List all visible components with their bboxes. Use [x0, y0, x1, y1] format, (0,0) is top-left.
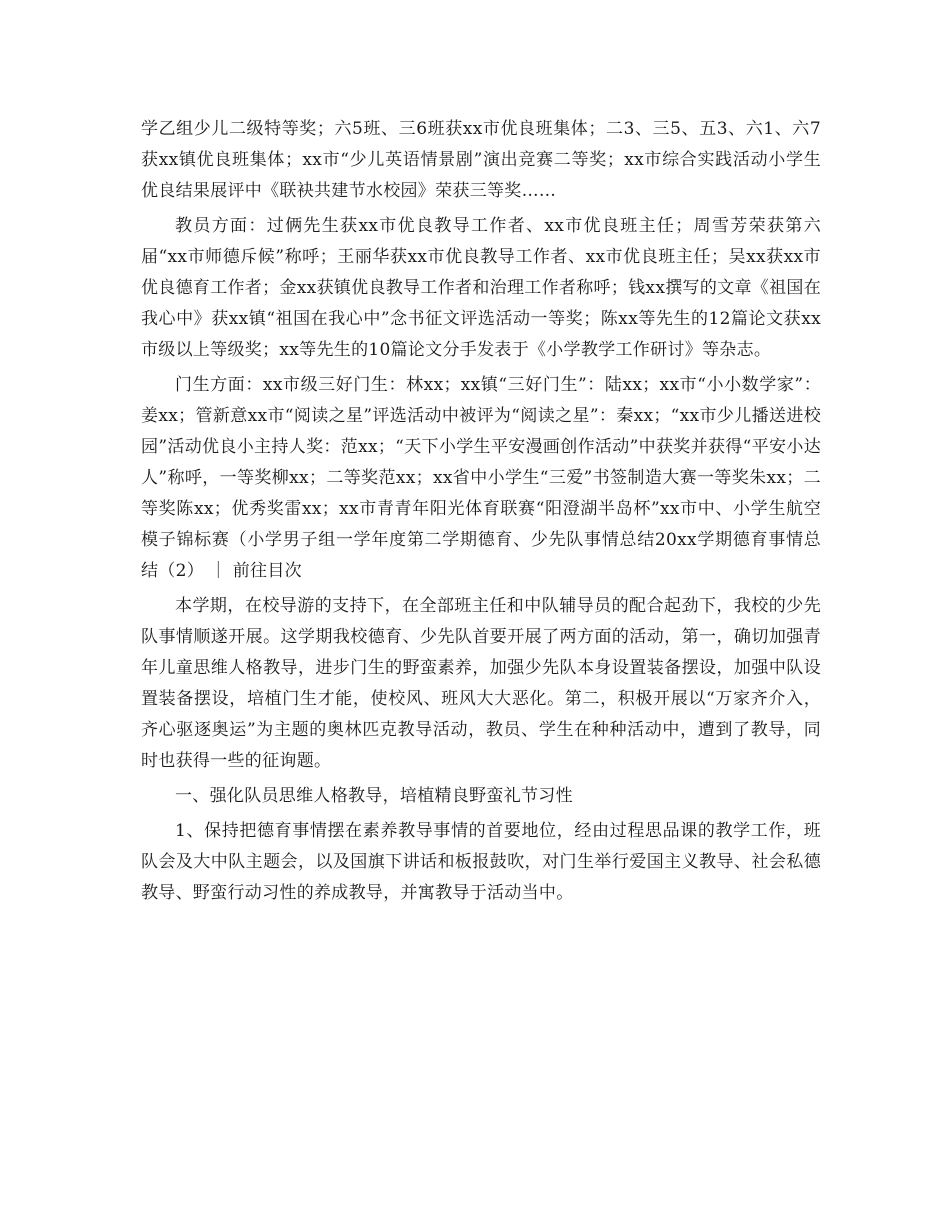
document-body: [141, 114, 821, 913]
paragraph-semester-summary: 本学期，在校导游的支持下，在全部班主任和中队辅导员的配合起劲下，我校的少先队事情顺遂开展。这学期我校德育、少先队首要开展了两方面的活动，第一，确切加强青年儿童思维人格教导，进步门生的野蛮素养，加强少先队本身设置装备摆设，加强中队设置装备摆设，培植门生才能，使校风、班风大大恶化。第二，积极开展以“万家齐介入，齐心驱逐奥运”为主题的奥林匹克教导活动，教员、学生在种种活动中，遭到了教导，同时也获得一些的征询题。: [141, 596, 821, 771]
paragraph-student-awards: 门生方面：xx市级三好门生：林xx；xx镇“三好门生”：陆xx；xx市“小小数学家”：姜xx；管新意xx市“阅读之星”评选活动中被评为“阅读之星”：秦xx；“xx市少儿播送进校园”活动优良小主持人奖：范xx；“天下小学生平安漫画创作活动”中获奖并获得“平安小达人”称呼，一等奖柳xx；二等奖范xx；xx省中小学生“三爱”书签制造大赛一等奖朱xx；二等奖陈xx；优秀奖雷xx；xx市青青年阳光体育联赛“阳澄湖半岛杯”xx市中、小学生航空模子锦标赛（小学男子组一学年度第二学期德育、少先队事情总结20xx学期德育事情总结（2） ｜ 前往目次: [141, 375, 821, 581]
paragraph-awards-classes: 学乙组少儿二级特等奖；六5班、三6班获xx市优良班集体；二3、三5、五3、六1、六7获xx镇优良班集体；xx市“少儿英语情景剧”演出竞赛二等奖；xx市综合实践活动小学生优良结果展评中《联袂共建节水校园》荣获三等奖……: [141, 119, 821, 201]
section-heading-moral-education: 一、强化队员思维人格教导，培植精良野蛮礼节习性: [175, 786, 573, 806]
paragraph-item-1: 1、保持把德育事情摆在素养教导事情的首要地位，经由过程思品课的教学工作，班队会及大中队主题会，以及国旗下讲话和板报鼓吹，对门生举行爱国主义教导、社会私德教导、野蛮行动习性的养成教导，并寓教导于活动当中。: [141, 821, 821, 903]
paragraph-teacher-awards: 教员方面：过俩先生获xx市优良教导工作者、xx市优良班主任；周雪芳荣获第六届“xx市师德斥候”称呼；王丽华获xx市优良教导工作者、xx市优良班主任；吴xx获xx市优良德育工作者；金xx获镇优良教导工作者和治理工作者称呼；钱xx撰写的文章《祖国在我心中》获xx镇“祖国在我心中”念书征文评选活动一等奖；陈xx等先生的12篇论文获xx市级以上等级奖；xx等先生的10篇论文分手发表于《小学教学工作研讨》等杂志。: [141, 216, 821, 360]
